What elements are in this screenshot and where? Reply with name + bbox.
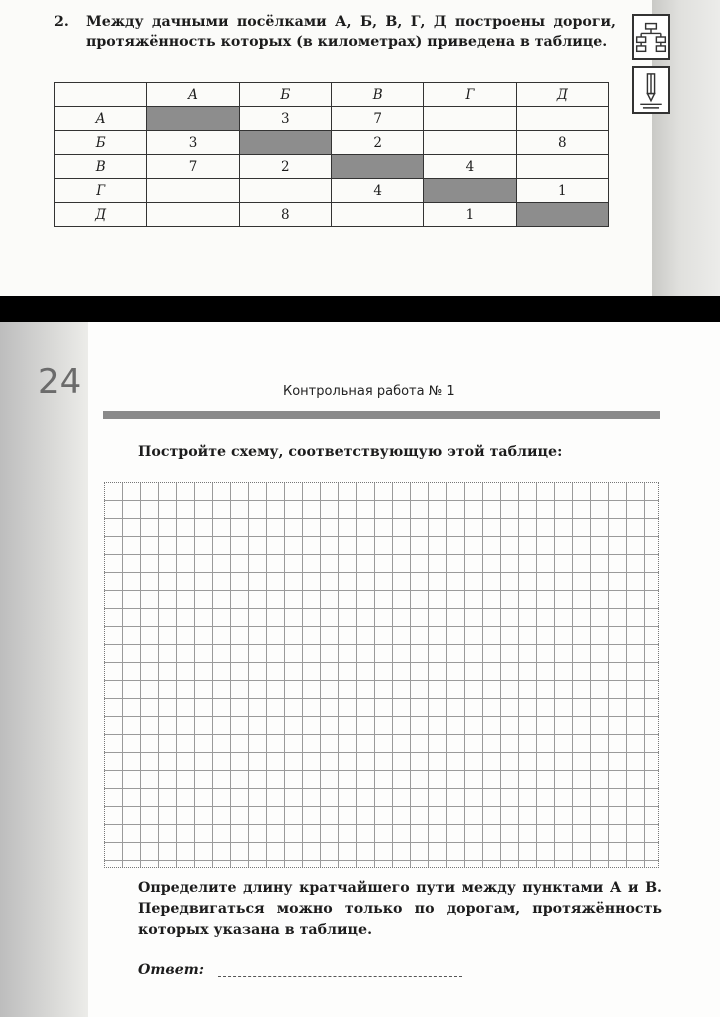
diagonal-cell — [424, 179, 516, 203]
page-header-title: Контрольная работа № 1 — [283, 384, 455, 399]
table-row — [55, 131, 609, 155]
answer-field[interactable] — [218, 976, 462, 977]
header-divider — [103, 411, 660, 419]
task-statement — [56, 12, 616, 52]
table-cell — [239, 179, 331, 203]
diagonal-cell — [239, 131, 331, 155]
table-cell: 1 — [424, 203, 516, 227]
row-header: В — [55, 155, 147, 179]
table-row — [55, 155, 609, 179]
table-cell — [516, 107, 608, 131]
table-cell — [424, 107, 516, 131]
table-cell — [424, 131, 516, 155]
diagonal-cell — [147, 107, 239, 131]
distance-table — [54, 82, 609, 227]
column-header: Б — [239, 83, 331, 107]
instruction-text: Постройте схему, соответствующую этой таблице: — [138, 444, 563, 460]
column-header: А — [147, 83, 239, 107]
table-cell: 3 — [147, 131, 239, 155]
drawing-grid[interactable] — [104, 482, 659, 868]
table-header-row — [55, 83, 609, 107]
page-margin-strip — [0, 322, 88, 1017]
bottom-page — [0, 322, 720, 1017]
row-header: Д — [55, 203, 147, 227]
row-header: А — [55, 107, 147, 131]
table-cell: 3 — [239, 107, 331, 131]
task-number: 2. — [54, 14, 69, 30]
table-cell: 8 — [516, 131, 608, 155]
diagonal-cell — [516, 203, 608, 227]
table-cell: 1 — [516, 179, 608, 203]
row-header: Г — [55, 179, 147, 203]
table-cell: 7 — [331, 107, 423, 131]
column-header: В — [331, 83, 423, 107]
task-text: Между дачными посёлками А, Б, В, Г, Д построены дороги, протяжённость которых (в километрах) приведена в таблице. — [86, 14, 616, 50]
table-cell — [331, 203, 423, 227]
diagonal-cell — [331, 155, 423, 179]
table-row — [55, 203, 609, 227]
question-text: Определите длину кратчайшего пути между пунктами А и В. Передвигаться можно только по дорогам, протяжённость которых указана в таблице. — [138, 880, 662, 938]
table-cell — [147, 203, 239, 227]
table-cell: 4 — [424, 155, 516, 179]
table-cell: 4 — [331, 179, 423, 203]
column-header: Г — [424, 83, 516, 107]
table-cell: 7 — [147, 155, 239, 179]
page-number: 24 — [38, 362, 82, 402]
pen-writing-icon — [632, 66, 670, 114]
table-cell: 2 — [239, 155, 331, 179]
table-cell — [147, 179, 239, 203]
row-header: Б — [55, 131, 147, 155]
table-cell — [516, 155, 608, 179]
table-row — [55, 107, 609, 131]
answer-label: Ответ: — [138, 962, 204, 978]
column-header: Д — [516, 83, 608, 107]
top-page — [0, 0, 720, 296]
hierarchy-tree-icon — [632, 14, 670, 60]
table-row — [55, 179, 609, 203]
table-cell: 2 — [331, 131, 423, 155]
table-cell: 8 — [239, 203, 331, 227]
table-corner-cell — [55, 83, 147, 107]
